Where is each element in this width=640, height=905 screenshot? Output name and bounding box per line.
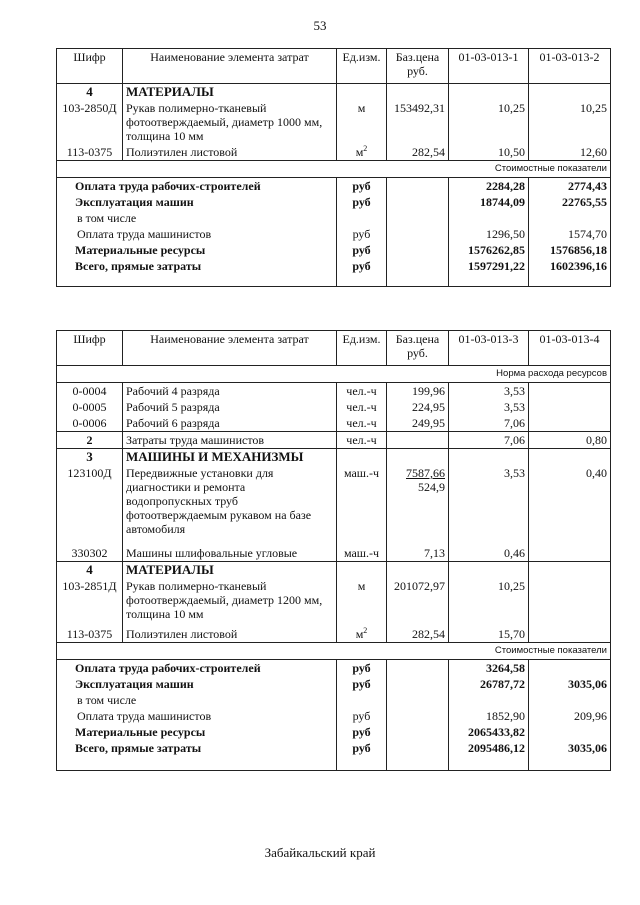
section-title: МАШИНЫ И МЕХАНИЗМЫ <box>123 449 337 466</box>
summary-value-2: 1576856,18 <box>529 242 611 258</box>
row-name: Передвижные установки для диагностики и ремонта водопропускных труб фотоотверждаемым рукавом на базе автомобиля <box>123 465 337 545</box>
summary-label: Всего, прямые затраты <box>57 258 337 286</box>
resource-norm-note: Норма расхода ресурсов <box>57 366 611 383</box>
row-unit: $м^2$ <box>337 626 387 643</box>
row-value-1: 3,53 <box>449 465 529 545</box>
summary-unit: руб <box>337 258 387 286</box>
row-code: 113-0375 <box>57 144 123 161</box>
row-value-1: 10,25 <box>449 578 529 626</box>
summary-value-2 <box>529 724 611 740</box>
header-unit: Ед.изм. <box>337 49 387 84</box>
row-value-2 <box>529 578 611 626</box>
header-col-4: 01-03-013-4 <box>529 331 611 366</box>
row-name: Полиэтилен листовой <box>123 144 337 161</box>
row-price: 201072,97 <box>387 578 449 626</box>
summary-unit: руб <box>337 708 387 724</box>
table-row <box>57 545 611 562</box>
header-col-1: 01-03-013-1 <box>449 49 529 84</box>
summary-row <box>57 676 611 692</box>
summary-value-1: 2284,28 <box>449 178 529 195</box>
row-price <box>387 465 449 545</box>
summary-label: Эксплуатация машин <box>57 194 337 210</box>
row-code: 103-2850Д <box>57 100 123 144</box>
row-value-2 <box>529 545 611 562</box>
table-row <box>57 100 611 144</box>
row-unit: чел.-ч <box>337 432 387 449</box>
row-value-2: 0,40 <box>529 465 611 545</box>
row-value-1: 15,70 <box>449 626 529 643</box>
summary-value-1: 1576262,85 <box>449 242 529 258</box>
row-code: 0-0005 <box>57 399 123 415</box>
row-price: 199,96 <box>387 383 449 400</box>
row-price: 7,13 <box>387 545 449 562</box>
table-row <box>57 626 611 643</box>
section-title: МАТЕРИАЛЫ <box>123 562 337 579</box>
note-row <box>57 643 611 660</box>
header-name: Наименование элемента затрат <box>123 331 337 366</box>
summary-label: Оплата труда рабочих-строителей <box>57 178 337 195</box>
row-code: 330302 <box>57 545 123 562</box>
row-price: 153492,31 <box>387 100 449 144</box>
summary-unit: руб <box>337 178 387 195</box>
section-code: 3 <box>57 449 123 466</box>
row-price-main: 7587,66 <box>406 466 445 480</box>
row-name: Рукав полимерно-тканевый фотоотверждаемый, диаметр 1200 мм, толщина 10 мм <box>123 578 337 626</box>
summary-row <box>57 708 611 724</box>
summary-label: Всего, прямые затраты <box>57 740 337 770</box>
row-name: Рабочий 4 разряда <box>123 383 337 400</box>
section-code: 4 <box>57 562 123 579</box>
note-row <box>57 366 611 383</box>
section-row <box>57 449 611 466</box>
header-unit: Ед.изм. <box>337 331 387 366</box>
row-value-1: 7,06 <box>449 432 529 449</box>
row-unit: $м^2$ <box>337 144 387 161</box>
row-value-2: 10,25 <box>529 100 611 144</box>
summary-label: в том числе <box>57 692 337 708</box>
summary-value-2 <box>529 660 611 677</box>
summary-unit: руб <box>337 660 387 677</box>
row-value-2 <box>529 399 611 415</box>
summary-value-1: 1852,90 <box>449 708 529 724</box>
row-value-1: 10,50 <box>449 144 529 161</box>
summary-label: в том числе <box>57 210 337 226</box>
section-title: МАТЕРИАЛЫ <box>123 84 337 101</box>
row-value-1: 3,53 <box>449 399 529 415</box>
summary-label: Материальные ресурсы <box>57 724 337 740</box>
row-code: 123100Д <box>57 465 123 545</box>
summary-value-1: 2095486,12 <box>449 740 529 770</box>
summary-label: Оплата труда рабочих-строителей <box>57 660 337 677</box>
summary-value-2: 3035,06 <box>529 676 611 692</box>
summary-label: Оплата труда машинистов <box>57 708 337 724</box>
row-value-1: 3,53 <box>449 383 529 400</box>
cost-indicators-note: Стоимостные показатели <box>57 161 611 178</box>
summary-unit: руб <box>337 226 387 242</box>
row-name: Рукав полимерно-тканевый фотоотверждаемый, диаметр 1000 мм, толщина 10 мм <box>123 100 337 144</box>
row-name: Полиэтилен листовой <box>123 626 337 643</box>
summary-value-1: 2065433,82 <box>449 724 529 740</box>
summary-value-2: 1602396,16 <box>529 258 611 286</box>
row-price: 224,95 <box>387 399 449 415</box>
row-value-2: 0,80 <box>529 432 611 449</box>
section-code: 4 <box>57 84 123 101</box>
cost-indicators-note: Стоимостные показатели <box>57 643 611 660</box>
header-price: Баз.цена руб. <box>387 49 449 84</box>
summary-row <box>57 194 611 210</box>
row-code: 113-0375 <box>57 626 123 643</box>
row-unit: м <box>337 100 387 144</box>
section-row <box>57 84 611 101</box>
summary-row <box>57 724 611 740</box>
header-name: Наименование элемента затрат <box>123 49 337 84</box>
summary-value-2: 2774,43 <box>529 178 611 195</box>
summary-row <box>57 242 611 258</box>
summary-row <box>57 660 611 677</box>
summary-label: Эксплуатация машин <box>57 676 337 692</box>
row-value-1: 10,25 <box>449 100 529 144</box>
row-code: 0-0006 <box>57 415 123 432</box>
summary-unit: руб <box>337 676 387 692</box>
resource-table-2 <box>56 330 611 771</box>
row-value-1: 0,46 <box>449 545 529 562</box>
summary-unit: руб <box>337 740 387 770</box>
row-unit: м <box>337 578 387 626</box>
table-header-row <box>57 331 611 366</box>
row-unit: чел.-ч <box>337 415 387 432</box>
header-code: Шифр <box>57 49 123 84</box>
table-row <box>57 578 611 626</box>
row-unit: чел.-ч <box>337 383 387 400</box>
row-code: 0-0004 <box>57 383 123 400</box>
row-price: 282,54 <box>387 144 449 161</box>
summary-row <box>57 740 611 770</box>
summary-unit: руб <box>337 724 387 740</box>
row-value-2: 12,60 <box>529 144 611 161</box>
section-row <box>57 562 611 579</box>
summary-row <box>57 258 611 286</box>
table-row <box>57 465 611 545</box>
footer-region: Забайкальский край <box>264 845 376 860</box>
summary-label: Оплата труда машинистов <box>57 226 337 242</box>
row-code: 2 <box>57 432 123 449</box>
summary-value-2: 22765,55 <box>529 194 611 210</box>
row-name: Машины шлифовальные угловые <box>123 545 337 562</box>
table-header-row <box>57 49 611 84</box>
row-name: Затраты труда машинистов <box>123 432 337 449</box>
table-row <box>57 399 611 415</box>
row-name: Рабочий 5 разряда <box>123 399 337 415</box>
table-row <box>57 383 611 400</box>
table-row <box>57 432 611 449</box>
header-col-2: 01-03-013-2 <box>529 49 611 84</box>
table-row <box>57 144 611 161</box>
row-value-2 <box>529 415 611 432</box>
summary-value-2: 3035,06 <box>529 740 611 770</box>
row-name: Рабочий 6 разряда <box>123 415 337 432</box>
summary-unit: руб <box>337 194 387 210</box>
summary-row <box>57 178 611 195</box>
resource-table-1 <box>56 48 611 287</box>
row-price: 249,95 <box>387 415 449 432</box>
summary-row <box>57 210 611 226</box>
header-col-3: 01-03-013-3 <box>449 331 529 366</box>
row-price: 282,54 <box>387 626 449 643</box>
row-price-secondary: 524,9 <box>418 480 445 494</box>
summary-unit: руб <box>337 242 387 258</box>
summary-value-1: 18744,09 <box>449 194 529 210</box>
row-value-1: 7,06 <box>449 415 529 432</box>
row-unit: маш.-ч <box>337 545 387 562</box>
summary-value-2: 209,96 <box>529 708 611 724</box>
row-value-2 <box>529 626 611 643</box>
page-number: 53 <box>313 18 327 33</box>
table-row <box>57 415 611 432</box>
header-price: Баз.цена руб. <box>387 331 449 366</box>
row-unit: чел.-ч <box>337 399 387 415</box>
summary-value-1: 26787,72 <box>449 676 529 692</box>
row-price <box>387 432 449 449</box>
summary-value-2: 1574,70 <box>529 226 611 242</box>
summary-row <box>57 692 611 708</box>
summary-row <box>57 226 611 242</box>
summary-label: Материальные ресурсы <box>57 242 337 258</box>
note-row <box>57 161 611 178</box>
header-code: Шифр <box>57 331 123 366</box>
summary-value-1: 3264,58 <box>449 660 529 677</box>
summary-value-1: 1597291,22 <box>449 258 529 286</box>
row-code: 103-2851Д <box>57 578 123 626</box>
summary-value-1: 1296,50 <box>449 226 529 242</box>
row-unit: маш.-ч <box>337 465 387 545</box>
row-value-2 <box>529 383 611 400</box>
